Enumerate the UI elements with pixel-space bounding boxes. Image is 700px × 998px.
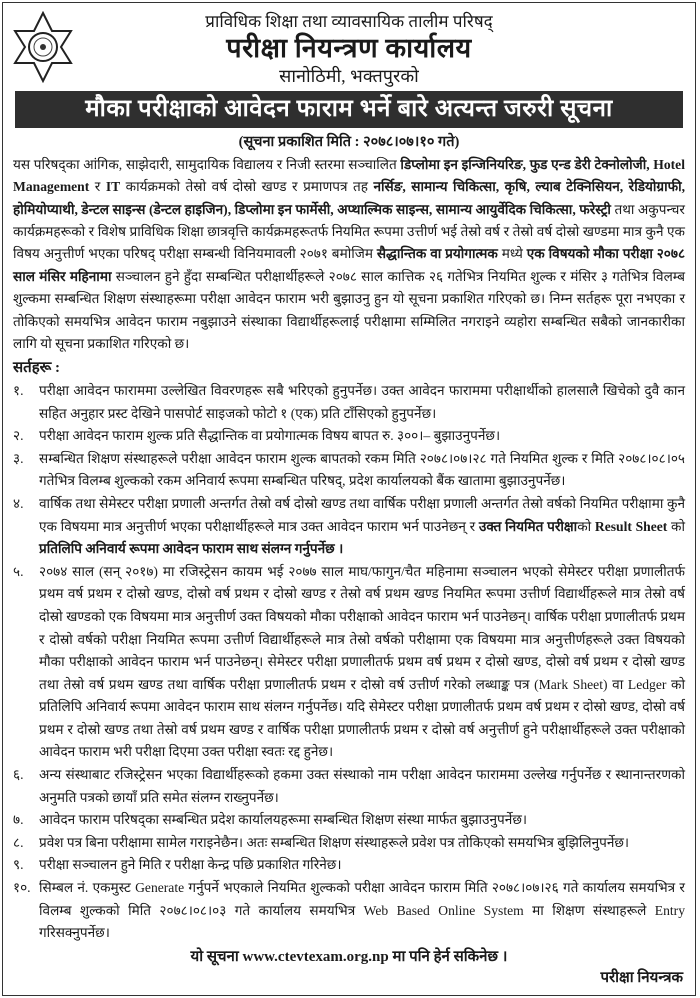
text: सिम्बल नं. एकमुस्ट Generate गर्नुपर्ने भएकाले नियमित शुल्कको परीक्षा आवेदन फाराम मिति २०७८।०७।२६ गते कार्यालय समयभित्र र विलम्ब शुल्कको मिति २०७८।०८।०३ गते कार्यालय समयभित्र Web Based Online System मा शिक्षण संस्थाहरूले Entry गरिसक्नुपर्नेछ। xyxy=(39,880,685,941)
bold-text: उक्त नियमित परीक्षा xyxy=(478,518,578,534)
website-note xyxy=(13,947,685,968)
condition-text xyxy=(39,764,685,809)
condition-item xyxy=(13,764,685,809)
condition-number: ४. xyxy=(13,495,24,511)
text: अन्य संस्थाबाट रजिस्ट्रेसन भएका विद्यार्थीहरूको हकमा उक्त संस्थाको नाम परीक्षा आवेदन फाराममा उल्लेख गर्नुपर्नेछ र स्थानान्तरणको अनुमति पत्रको छायाँ प्रति समेत संलग्न राख्नुपर्नेछ। xyxy=(39,767,685,805)
condition-item xyxy=(13,561,685,764)
condition-text xyxy=(39,854,685,877)
text: यस परिषद्का आंगिक, साझेदारी, सामुदायिक विद्यालय र निजी स्तरमा सञ्चालित xyxy=(13,156,401,172)
text: र xyxy=(89,179,106,195)
condition-item xyxy=(13,832,685,855)
conditions-heading: सर्तहरू : xyxy=(13,360,61,377)
condition-item xyxy=(13,425,685,448)
text: परीक्षा आवेदन फाराम शुल्क प्रति सैद्धान्तिक वा प्रयोगात्मक विषय बापत रु. ३००।– बुझाउनुपर्नेछ। xyxy=(39,428,501,444)
condition-number: १०. xyxy=(13,880,31,896)
condition-text xyxy=(39,809,685,832)
text: सञ्चालन हुने हुँदा सम्बन्धित परीक्षार्थीहरूले २०७८ साल कात्तिक २६ गतेभित्र नियमित शुल्क र मंसिर ३ गतेभित्र विलम्ब शुल्कमा सम्बन्धित शिक्षण संस्थाहरूमा परीक्षा आवेदन फाराम भरी बुझाउनु हुन यो सूचना प्रकाशित गरिएको छ। निम्न सर्तहरू पूरा नभएका र तोकिएको समयभित्र आवेदन फाराम नबुझाउने संस्थाका विद्यार्थीहरूलाई परीक्षामा सम्मिलित नगराइने व्यहोरा सम्बन्धित सबैको जानकारीका लागि यो सूचना प्रकाशित गरिएको छ। xyxy=(13,268,685,352)
text: प्रवेश पत्र बिना परीक्षामा सामेल गराइनेछैन। अतः सम्बन्धित शिक्षण संस्थाहरूले प्रवेश पत्र तोकिएको समयभित्र बुझिलिनुपर्नेछ। xyxy=(39,834,630,850)
condition-text xyxy=(39,493,685,561)
condition-text xyxy=(39,832,685,855)
bold-text: IT xyxy=(105,179,121,195)
office-location: सानोठिमी, भक्तपुरको xyxy=(279,65,419,86)
conditions-list xyxy=(13,380,685,945)
notice-document xyxy=(2,2,696,996)
text: कार्यक्रमको तेस्रो वर्ष दोस्रो खण्ड र प्रमाणपत्र तह xyxy=(120,179,374,195)
text: को xyxy=(577,518,595,534)
website-link[interactable]: www.ctevtexam.org.np xyxy=(242,948,389,965)
bold-text: प्रतिलिपि अनिवार्य रूपमा आवेदन फाराम साथ संलग्न गर्नुपर्नेछ । xyxy=(39,541,344,557)
signature: परीक्षा नियन्त्रक xyxy=(600,969,683,986)
text: आवेदन फाराम परिषद्का सम्बन्धित प्रदेश कार्यालयहरूमा सम्बन्धित शिक्षण संस्था मार्फत बुझाउनुपर्नेछ। xyxy=(39,812,527,828)
condition-item xyxy=(13,854,685,877)
notice-title: मौका परीक्षाको आवेदन फाराम भर्ने बारे अत्यन्त जरुरी सूचना xyxy=(15,91,683,127)
text: मध्ये xyxy=(497,246,527,262)
condition-text xyxy=(39,425,685,448)
condition-number: ९. xyxy=(13,857,24,873)
text: सम्बन्धित शिक्षण संस्थाहरूले परीक्षा आवेदन फाराम शुल्क बापतको रकम मिति २०७८।०७।२८ गते नियमित शुल्क र मिति २०७८।०८।०५ गतेभित्र विलम्ब शुल्कको रकम अनिवार्य रूपमा सम्बन्धित परिषद्, प्रदेश कार्यालयको बैंक खातामा बुझाउनुपर्नेछ। xyxy=(39,450,685,489)
bold-text: नर्सिङ, सामान्य चिकित्सा, कृषि, ल्याब टेक्निसियन, रेडियोग्राफी, होमियोप्याथी, डेन्टल साइन्स (डेन्टल हाइजिन), डिप्लोमा इन फार्मेसी, अप्थाल्मिक साइन्स, सामान्य आयुर्वेदिक चिकित्सा, फरेस्ट्री xyxy=(13,179,685,217)
condition-number: ५. xyxy=(13,563,24,579)
condition-number: ८. xyxy=(13,834,24,850)
office-name: परीक्षा नियन्त्रण कार्यालय xyxy=(226,33,472,64)
condition-text xyxy=(39,380,685,425)
text: परीक्षा सञ्चालन हुने मिति र परीक्षा केन्द्र पछि प्रकाशित गरिनेछ। xyxy=(39,857,342,873)
bold-text: सैद्धान्तिक वा प्रयोगात्मक xyxy=(376,246,498,262)
published-date: (सूचना प्रकाशित मिति : २०७८।०७।१० गते) xyxy=(238,133,460,150)
condition-item xyxy=(13,493,685,561)
text: को xyxy=(667,518,686,534)
bold-text: Result Sheet xyxy=(594,518,668,534)
condition-text xyxy=(39,561,685,764)
bold-text: डिप्लोमा इन इन्जिनियरिङ, फुड एन्ड डेरी टेक्नोलोजी, Hotel Management xyxy=(13,156,685,195)
condition-number: ७. xyxy=(13,812,24,828)
text: परीक्षा आवेदन फाराममा उल्लेखित विवरणहरू सबै भरिएको हुनुपर्नेछ। उक्त आवेदन फाराममा परीक्षार्थीको हालसालै खिचेको दुवै कान सहित अनुहार प्रस्ट देखिने पासपोर्ट साइजको फोटो १ (एक) प्रति टाँसिएको हुनुपर्नेछ। xyxy=(39,382,685,421)
condition-number: ३. xyxy=(13,450,24,466)
text: वार्षिक तथा सेमेस्टर परीक्षा प्रणाली अन्तर्गत तेस्रो वर्ष दोस्रो खण्ड तथा वार्षिक परीक्षा प्रणाली अन्तर्गत तेस्रो वर्षको नियमित परीक्षामा कुनै एक विषयमा मात्र अनुत्तीर्ण भएका परीक्षार्थीहरूले मात्र उक्त आवेदन फाराम भर्न पाउनेछन् र xyxy=(39,495,685,534)
bold-text: एक विषयको मौका परीक्षा २०७८ साल मंसिर महिनामा xyxy=(13,246,686,284)
condition-item xyxy=(13,448,685,493)
text: तथा अकुपन्चर कार्यक्रमहरूको र विशेष प्राविधिक शिक्षा छात्रवृत्ति कार्यक्रमहरूतर्फ नियमित रूपमा उत्तीर्ण भई तेस्रो वर्ष र तेस्रो वर्ष दोस्रो खण्डमा मात्र कुनै एक विषय अनुत्तीर्ण भएका परिषद् परीक्षा सम्बन्धी विनियमावली २०७१ बमोजिम xyxy=(13,201,685,262)
condition-number: ६. xyxy=(13,767,24,783)
condition-number: २. xyxy=(13,428,24,444)
condition-text xyxy=(39,448,685,493)
website-note-pre: यो सूचना xyxy=(190,948,243,965)
text: २०७४ साल (सन् २०१७) मा रजिस्ट्रेसन कायम भई २०७७ साल माघ/फागुन/चैत महिनामा सञ्चालन भएको सेमेस्टर परीक्षा प्रणालीतर्फ प्रथम वर्ष प्रथम र दोस्रो खण्ड, दोस्रो वर्ष प्रथम र दोस्रो खण्ड र तेस्रो वर्ष प्रथम खण्ड नियमित रूपमा उत्तीर्ण विद्यार्थीहरूले मात्र तेस्रो वर्ष दोस्रो खण्डको एक विषयमा मात्र अनुत्तीर्ण उक्त विषयको मौका परीक्षाको आवेदन फाराम भर्न पाउनेछन्। वार्षिक परीक्षा प्रणालीतर्फ प्रथम र दोस्रो वर्षको परीक्षा नियमित रूपमा उत्तीर्ण विद्यार्थीहरूले मात्र तेस्रो वर्षको परीक्षामा एक विषयमा मात्र अनुत्तीर्णहरूले उक्त विषयको मौका परीक्षाको आवेदन फाराम भर्न पाउनेछन्। सेमेस्टर परीक्षा प्रणालीतर्फ प्रथम वर्ष प्रथम र दोस्रो खण्ड, दोस्रो वर्ष प्रथम र दोस्रो खण्ड तथा तेस्रो वर्ष प्रथम खण्ड तथा वार्षिक परीक्षा प्रणालीतर्फ प्रथम र दोस्रो वर्ष उत्तीर्ण गरेको लब्धाङ्क पत्र (Mark Sheet) वा Ledger को प्रतिलिपि अनिवार्य रूपमा आवेदन फाराम साथ संलग्न गर्नुपर्नेछ। यदि सेमेस्टर परीक्षा प्रणालीतर्फ प्रथम वर्ष प्रथम र दोस्रो खण्ड, दोस्रो वर्ष प्रथम र दोस्रो खण्ड तथा तेस्रो वर्ष प्रथम खण्ड र वार्षिक परीक्षा प्रणालीतर्फ प्रथम र दोस्रो वर्ष अनुत्तीर्ण हुने परीक्षार्थीहरूले उक्त परीक्षाको आवेदन फाराम भरी परीक्षा दिएमा उक्त परीक्षा स्वतः रद्द हुनेछ। xyxy=(39,563,685,760)
website-note-post: मा पनि हेर्न सकिनेछ । xyxy=(388,948,508,965)
condition-number: १. xyxy=(13,382,24,398)
nepal-star-emblem-icon xyxy=(13,11,73,83)
condition-item xyxy=(13,809,685,832)
council-name: प्राविधिक शिक्षा तथा व्यावसायिक तालीम परिषद् xyxy=(205,12,493,31)
condition-item xyxy=(13,380,685,425)
intro-paragraph xyxy=(13,154,685,356)
